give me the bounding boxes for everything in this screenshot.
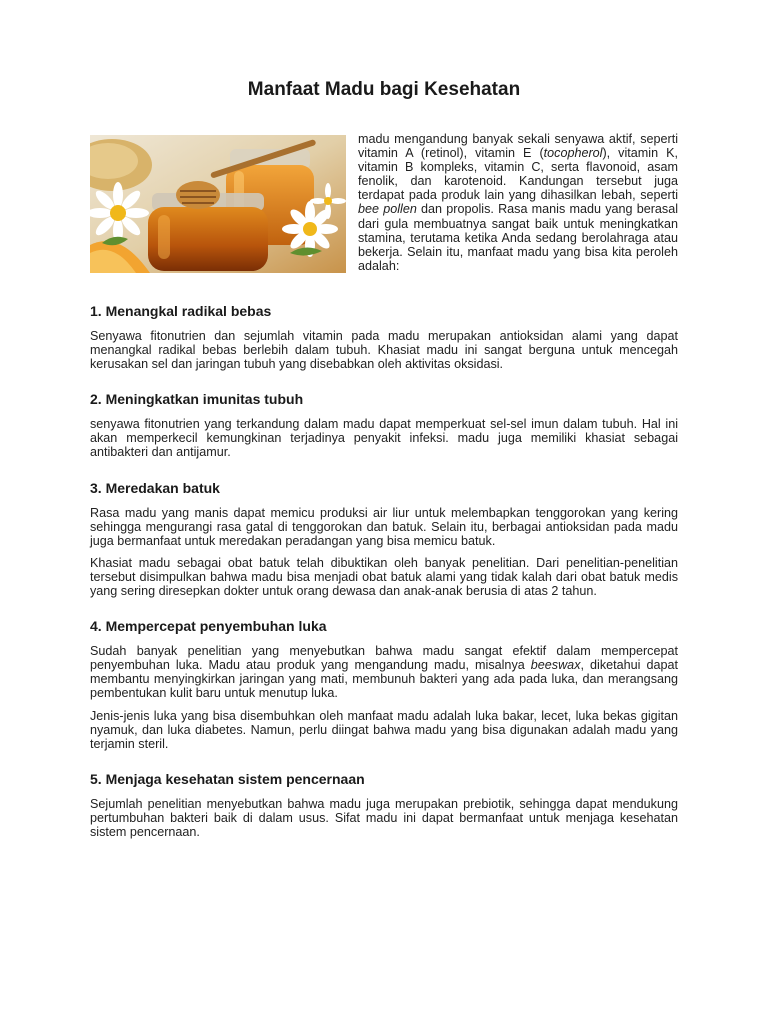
paragraph-text-part: , diketahui dapat membantu menyingkirkan jaringan yang mati, membunuh bakteri yang ada pada luka, dan merangsang pembentukan kulit baru untuk menutup luka. (90, 658, 678, 701)
section-paragraph: Sejumlah penelitian menyebutkan bahwa madu juga merupakan prebiotik, sehingga dapat mendukung pertumbuhan bakteri baik di dalam usus. Sifat madu ini dapat bermanfaat untuk menjaga kesehatan sistem pencernaan. (90, 796, 678, 839)
section-paragraph: Khasiat madu sebagai obat batuk telah dibuktikan oleh banyak penelitian. Dari penelitian-penelitian tersebut disimpulkan bahwa madu bisa menjadi obat batuk alami yang tidak kalah dari obat batuk medis yang sering diresepkan dokter untuk orang dewasa dan anak-anak berusia di atas 2 tahun. (90, 555, 678, 599)
intro-italic-term: bee pollen (358, 202, 417, 217)
document-page (90, 78, 678, 847)
section-paragraph: senyawa fitonutrien yang terkandung dalam madu dapat memperkuat sel-sel imun dalam tubuh. Hal ini akan memperkecil kemungkinan terjadinya penyakit infeksi. madu juga memiliki khasiat sebagai antibakteri dan antijamur. (90, 417, 678, 460)
intro-block (90, 132, 678, 283)
section-heading: 4. Mempercepat penyembuhan luka (90, 618, 327, 635)
section-paragraph (90, 644, 678, 700)
section-heading: 3. Meredakan batuk (90, 479, 220, 496)
intro-text-part: madu mengandung banyak sekali senyawa aktif, seperti vitamin A (retinol), vitamin E ( (358, 132, 678, 161)
paragraph-italic-term: beeswax (530, 658, 581, 673)
honey-jars-image (90, 135, 346, 273)
section-heading: 1. Menangkal radikal bebas (90, 303, 272, 319)
section-paragraph: Senyawa fitonutrien dan sejumlah vitamin pada madu merupakan antioksidan alami yang dapat menangkal radikal bebas berlebih dalam tubuh. Khasiat madu ini sangat berguna untuk mencegah kerusakan sel dan jaringan tubuh yang disebabkan oleh aktivitas oksidasi. (90, 329, 678, 372)
intro-text-part: dan propolis. Rasa manis madu yang berasal dari gula membuatnya sangat baik untuk meningkatkan stamina, terutama ketika Anda sedang berolahraga atau bekerja. Selain itu, manfaat madu yang bisa kita peroleh adalah: (358, 202, 679, 273)
intro-text-part: ), vitamin K, vitamin B kompleks, vitamin C, serta flavonoid, asam fenolik, dan karotenoid. Kandungan tersebut juga terdapat pada produk lain yang dihasilkan lebah, seperti (358, 146, 678, 203)
section-paragraph: Rasa madu yang manis dapat memicu produksi air liur untuk melembapkan tenggorokan yang kering sehingga mengurangi rasa gatal di tenggorokan dan batuk. Selain itu, berbagai antioksidan pada madu juga bermanfaat untuk meredakan peradangan yang bisa memicu batuk. (90, 505, 678, 548)
section-heading: 2. Meningkatkan imunitas tubuh (90, 391, 304, 408)
paragraph-text-part: Sudah banyak penelitian yang menyebutkan bahwa madu sangat efektif dalam mempercepat penyembuhan luka. Madu atau produk yang mengandung madu, misalnya (90, 644, 678, 673)
section-paragraph: Jenis-jenis luka yang bisa disembuhkan oleh manfaat madu adalah luka bakar, lecet, luka bekas gigitan nyamuk, dan luka diabetes. Namun, perlu diingat bahwa madu yang bisa digunakan adalah madu yang terjamin steril. (90, 708, 678, 751)
document-title: Manfaat Madu bagi Kesehatan (247, 79, 521, 100)
honey-illustration (90, 135, 346, 273)
section-heading: 5. Menjaga kesehatan sistem pencernaan (90, 770, 365, 787)
intro-italic-term: tocopherol (543, 146, 603, 161)
